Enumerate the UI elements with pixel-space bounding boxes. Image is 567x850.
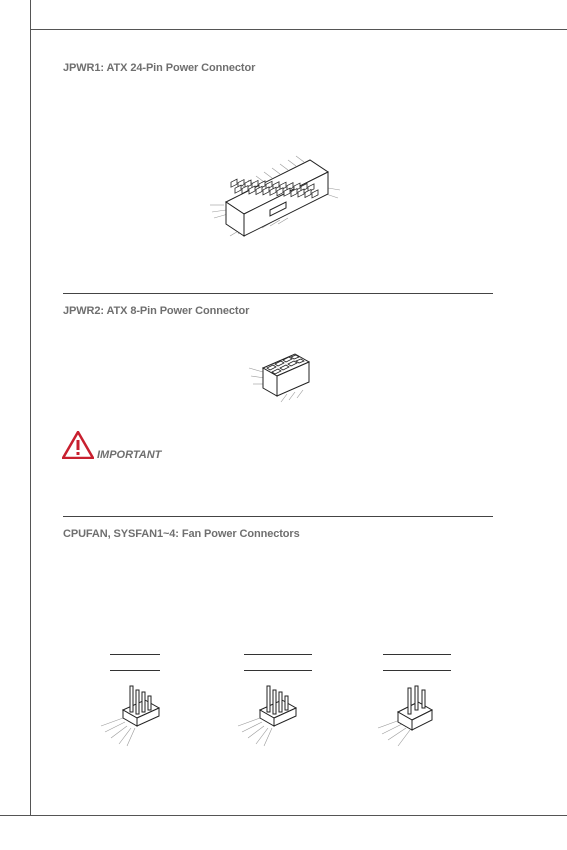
jpwr1-heading: JPWR1: ATX 24-Pin Power Connector xyxy=(63,62,256,74)
section-divider xyxy=(63,293,493,294)
atx-24pin-connector-diagram xyxy=(200,150,350,245)
atx-8pin-connector-diagram xyxy=(245,350,325,405)
page-frame-top xyxy=(30,0,567,30)
fan-connector-diagram-3 xyxy=(370,682,440,752)
fan-connector-diagram-1 xyxy=(95,682,165,752)
fan-label-line xyxy=(244,654,312,655)
fan-label-line xyxy=(110,654,160,655)
fan-label-line xyxy=(244,670,312,671)
important-label: IMPORTANT xyxy=(97,449,162,461)
page-frame-left xyxy=(30,30,31,815)
jpwr2-heading: JPWR2: ATX 8-Pin Power Connector xyxy=(63,305,250,317)
fan-label-line xyxy=(383,670,451,671)
fan-heading: CPUFAN, SYSFAN1~4: Fan Power Connectors xyxy=(63,528,300,540)
page-frame-bottom xyxy=(0,815,567,816)
fan-connector-diagram-2 xyxy=(232,682,302,752)
fan-label-line xyxy=(110,670,160,671)
warning-triangle-icon xyxy=(62,431,94,459)
section-divider xyxy=(63,516,493,517)
fan-label-line xyxy=(383,654,451,655)
